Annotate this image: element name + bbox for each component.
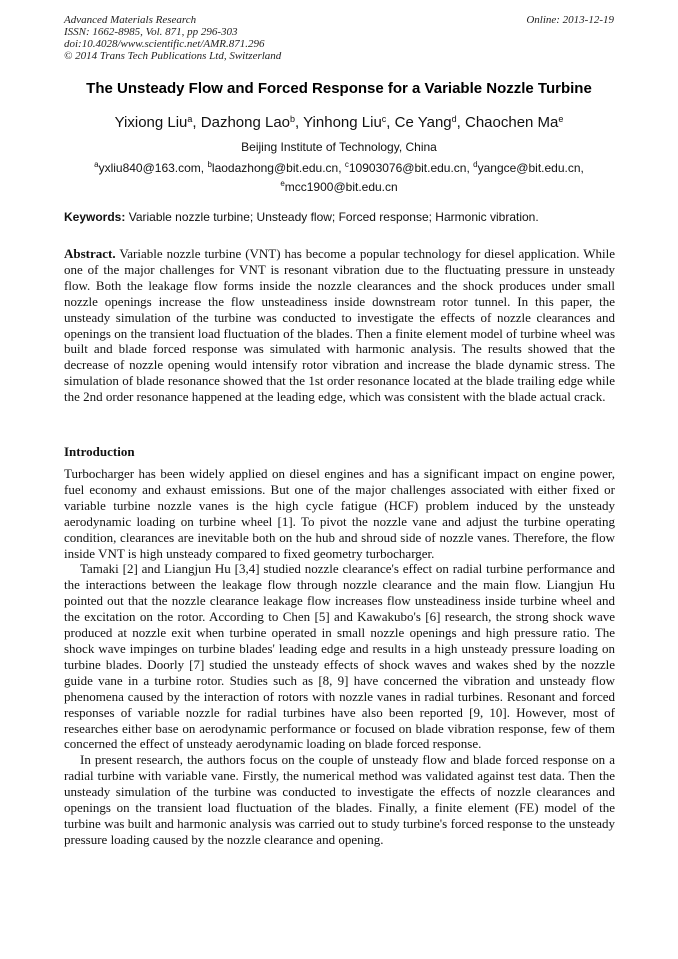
email-mark: a (94, 160, 99, 169)
email-list: $^a$yxliu840@163.com, $^b$laodazhong@bit.edu.cn, $^c$10903076@bit.edu.cn, $^d$yangce@bit.edu.cn, $^e$mcc1900@bit.edu.cn (94, 160, 584, 194)
email-address[interactable]: 10903076@bit.edu.cn (348, 161, 467, 175)
author-affil-mark: b (290, 114, 296, 124)
author-affil-mark: a (187, 114, 193, 124)
keywords-label: Keywords: (64, 210, 126, 224)
email-address[interactable]: yangce@bit.edu.cn (477, 161, 581, 175)
author-affil-mark: e (558, 114, 564, 124)
author-affil-mark: d (451, 114, 457, 124)
email-mark: c (344, 160, 349, 169)
email-address[interactable]: yxliu840@163.com (98, 161, 201, 175)
abstract (64, 246, 615, 405)
email-address[interactable]: mcc1900@bit.edu.cn (284, 180, 398, 194)
abstract-text: Variable nozzle turbine (VNT) has become a popular technology for diesel application. While one of the major challenges for VNT is resonant vibration due to the fluctuating pressure in unsteady flow. Both the leakage flow forms inside the nozzle clearances and the shock produces under small nozzle openings increase the flow unsteadiness inside downstream rotor tunnel. In this paper, the unsteady simulation of the turbine was conducted to investigate the effects of nozzle clearances and openings on the transient load fluctuation of the blades. Then a finite element model of turbine wheel was built and blade forced response was simulated with harmonic analysis. The results showed that the decrease of nozzle opening would intensify rotor vibration and increase the blade dynamic stress. The simulation of blade resonance showed that the 1st order resonance located at the blade trailing edge while the 2nd order resonance happened at the leading edge, which was consistent with the blade actual crack. (64, 246, 615, 405)
author-name: Yixiong Liu (114, 114, 188, 131)
intro-paragraph: Turbocharger has been widely applied on diesel engines and has a significant impact on engine power, fuel economy and exhaust emissions. But one of the major challenges associated with either fixed or variable turbine nozzle vanes is the high cycle fatigue (HCF) problem induced by the unsteady aerodynamic loading on turbine wheel [1]. To pivot the nozzle vane and adjust the turbine operating condition, clearances are inevitable both on the hub and shroud side of nozzle vanes. Therefore, the flow inside VNT is high unsteady compared to fixed geometry turbocharger. (64, 466, 615, 561)
author-name: Yinhong Liu (303, 114, 382, 131)
abstract-label: Abstract. (64, 246, 116, 261)
journal-header (64, 14, 614, 62)
online-date: Online: 2013-12-19 (526, 14, 614, 26)
email-address[interactable]: laodazhong@bit.edu.cn (211, 161, 339, 175)
copyright-line: © 2014 Trans Tech Publications Ltd, Switzerland (64, 50, 282, 62)
doi-line: doi:10.4028/www.scientific.net/AMR.871.296 (64, 38, 265, 50)
email-mark: e (280, 179, 285, 188)
keywords-text: Variable nozzle turbine; Unsteady flow; Forced response; Harmonic vibration. (128, 210, 539, 224)
introduction-body (64, 466, 615, 848)
author-name: Ce Yang (394, 114, 452, 131)
affiliation: Beijing Institute of Technology, China (241, 140, 437, 154)
journal-name: Advanced Materials Research (64, 14, 197, 26)
author-name: Chaochen Ma (465, 114, 559, 131)
email-mark: b (207, 160, 212, 169)
section-heading-introduction: Introduction (64, 444, 135, 459)
intro-paragraph: In present research, the authors focus on the couple of unsteady flow and blade forced response on a radial turbine with variable vane. Firstly, the numerical method was validated against test data. Then the unsteady simulation of the turbine was conducted to investigate the effects of nozzle clearances and openings on the transient load fluctuation of the blades. Finally, a finite element (FE) model of the turbine was built and harmonic analysis was carried out to study turbine's forced response to the unsteady pressure loading caused by the nozzle clearance and opening. (64, 752, 615, 847)
author-affil-mark: c (381, 114, 387, 124)
author-name: Dazhong Lao (200, 114, 291, 131)
issn-line: ISSN: 1662-8985, Vol. 871, pp 296-303 (64, 26, 238, 38)
email-mark: d (473, 160, 478, 169)
intro-paragraph: Tamaki [2] and Liangjun Hu [3,4] studied nozzle clearance's effect on radial turbine performance and the interactions between the leakage flow through nozzle clearance and the main flow. Liangjun Hu pointed out that the nozzle clearance leakage flow increases flow unsteadiness inside turbine wheel and the excitation on the rotor. According to Chen [5] and Kawakubo's [6] research, the strong shock wave produced at nozzle exit when turbine operated in small nozzle openings and high pressure ratio. The shock wave impinges on turbine blades' leading edge and results in a high unsteady pressure loading on turbine blades. Doorly [7] studied the unsteady effects of shock waves and wakes shed by the nozzle guide vane in a turbine rotor. Studies such as [8, 9] have concerned the vibration and unsteady flow phenomena caused by the interaction of rotors with nozzle vanes in radial turbines. Resonant and forced responses of variable nozzle for radial turbines have also been reported [9, 10]. However, most of researches either base on aerodynamic performance or focused on blade vibration response, few of them concerned the effect of unsteady aerodynamic loading on blade forced response. (64, 561, 615, 752)
keywords (64, 210, 618, 224)
paper-title: The Unsteady Flow and Forced Response for a Variable Nozzle Turbine (86, 80, 592, 97)
author-list: Yixiong Liu$^a$, Dazhong Lao$^b$, Yinhong Liu$^c$, Ce Yang$^d$, Chaochen Ma$^e$ (114, 114, 564, 131)
